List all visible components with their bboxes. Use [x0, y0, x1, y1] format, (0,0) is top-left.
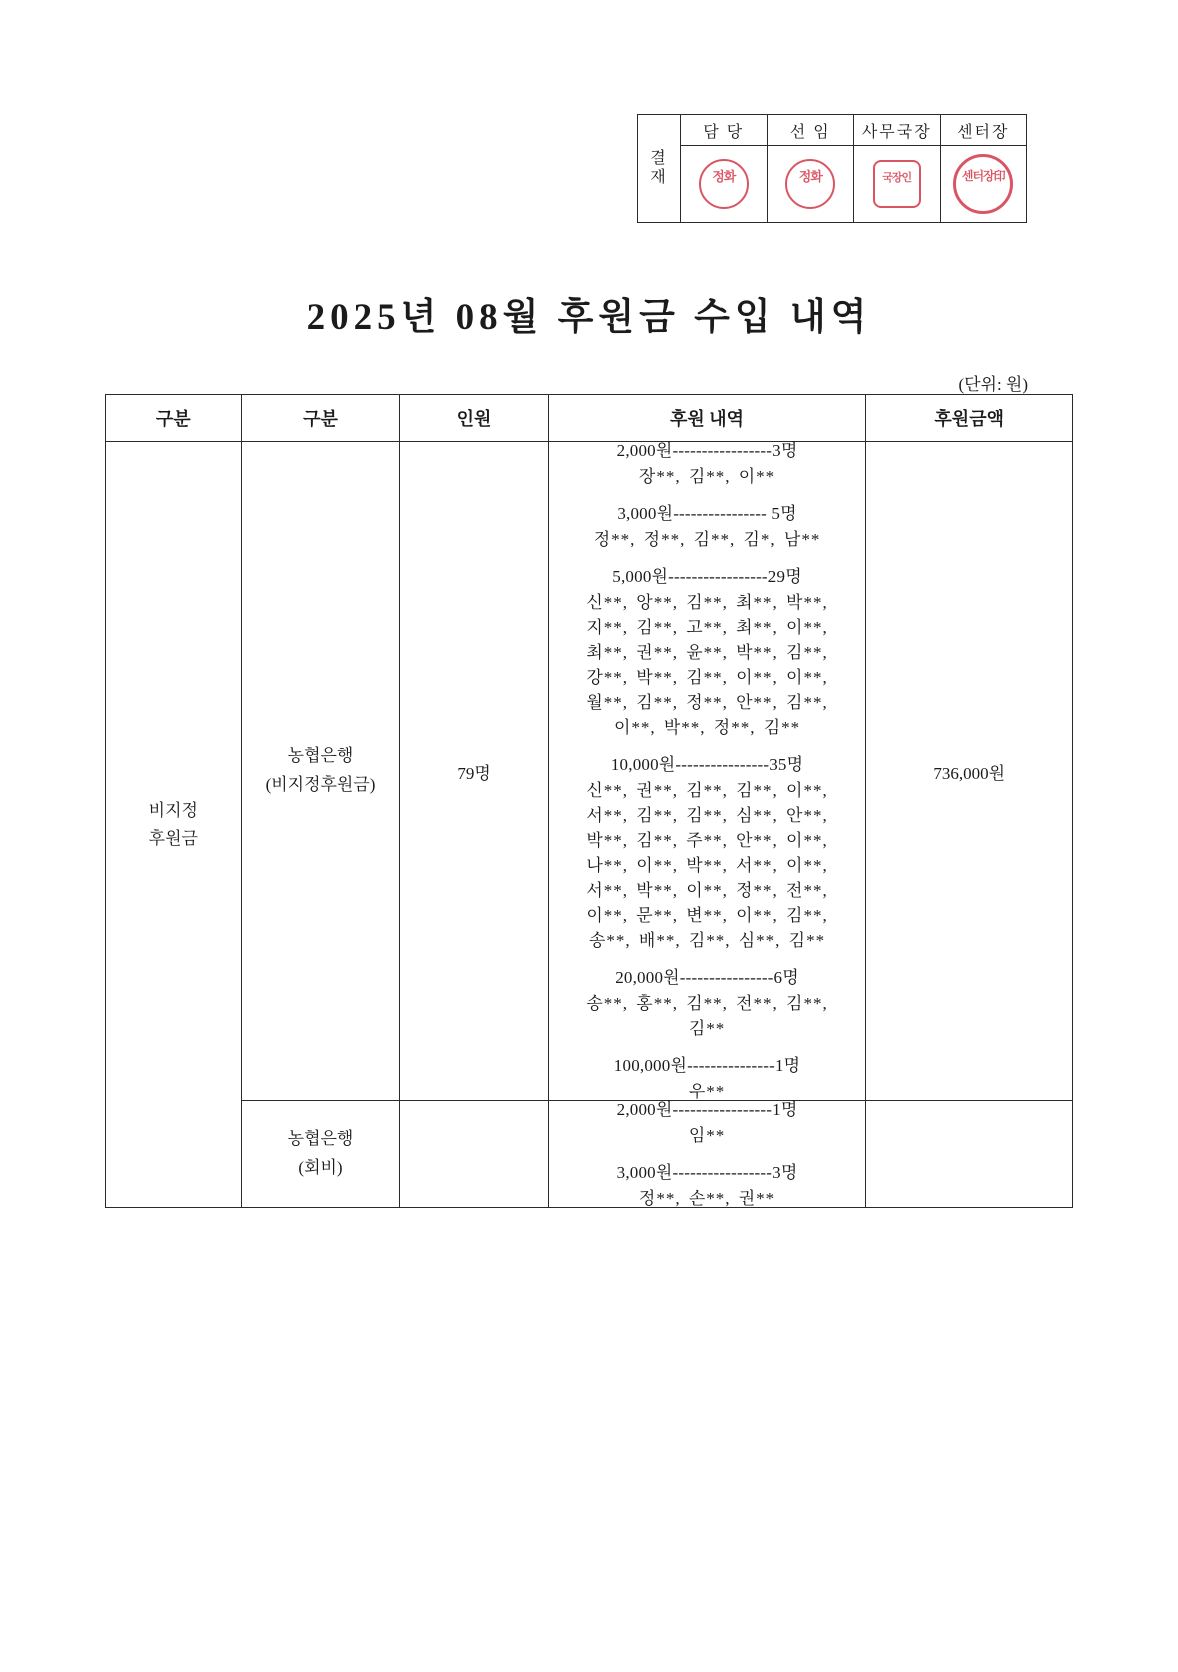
subcategory-line1: 농협은행 [287, 1129, 354, 1149]
seal-icon-damdang: 정화 [699, 159, 749, 209]
donor-names-line: 정**, 손**, 권** [638, 1189, 776, 1208]
donor-names-line: 임** [688, 1126, 726, 1145]
donor-names-line: 신**, 권**, 김**, 김**, 이**, [586, 781, 828, 800]
donation-block [549, 1164, 866, 1207]
unit-note: (단위: 원) [958, 375, 1028, 394]
table-row [106, 442, 1073, 1101]
donation-amount-line: 2,000원-----------------3명 [616, 441, 798, 460]
donation-amount-line: 10,000원----------------35명 [610, 755, 804, 774]
approval-seal-cell-centerjang [940, 146, 1027, 223]
column-header-subcategory: 구분 [241, 395, 400, 442]
cell-amount-row2 [866, 1101, 1073, 1208]
donor-names-line: 이**, 문**, 변**, 이**, 김**, [586, 906, 828, 925]
seal-icon-seonim: 정화 [785, 159, 835, 209]
donation-amount-line: 20,000원----------------6명 [615, 968, 799, 987]
donation-block [549, 442, 866, 485]
donation-amount-line: 100,000원---------------1명 [613, 1056, 801, 1075]
column-header-category: 구분 [106, 395, 242, 442]
subcategory-line1: 농협은행 [287, 746, 354, 766]
donor-names-line: 지**, 김**, 고**, 최**, 이**, [586, 618, 828, 637]
cell-subcategory-nh-undesignated [241, 442, 400, 1101]
column-header-amount: 후원금액 [866, 395, 1073, 442]
approval-stamp-box [637, 114, 1027, 223]
table-header-row [106, 395, 1073, 442]
donation-amount-line: 5,000원-----------------29명 [612, 567, 802, 586]
approval-title-centerjang: 센터장 [940, 115, 1027, 146]
donor-names-line: 월**, 김**, 정**, 안**, 김**, [586, 693, 828, 712]
column-header-details: 후원 내역 [548, 395, 866, 442]
donor-names-line: 송**, 홍**, 김**, 전**, 김**, [586, 994, 828, 1013]
approval-seal-row [638, 146, 1027, 223]
donor-names-line: 우** [688, 1082, 726, 1101]
donor-names-line: 정**, 정**, 김**, 김*, 남** [593, 530, 821, 549]
table-row [106, 1101, 1073, 1208]
approval-seal-cell-damdang [681, 146, 768, 223]
donor-names-line: 서**, 김**, 김**, 심**, 안**, [586, 806, 828, 825]
donation-block [549, 568, 866, 736]
approval-title-damdang: 담 당 [681, 115, 768, 146]
donor-names-line: 강**, 박**, 김**, 이**, 이**, [586, 668, 828, 687]
donation-table [105, 394, 1073, 1208]
cell-details-row1 [548, 442, 866, 1101]
donation-block [549, 1101, 866, 1144]
approval-seal-cell-seonim [767, 146, 854, 223]
approval-title-samugukjang: 사무국장 [854, 115, 941, 146]
subcategory-line2: (비지정후원금) [265, 775, 376, 794]
donation-block [549, 756, 866, 949]
donation-block [549, 505, 866, 548]
approval-table [637, 114, 1027, 223]
approval-header-row [638, 115, 1027, 146]
donor-names-line: 이**, 박**, 정**, 김** [613, 718, 801, 737]
approval-label-line1: 결 [650, 150, 668, 168]
donor-names-line: 김** [688, 1019, 726, 1038]
donor-names-line: 최**, 권**, 윤**, 박**, 김**, [586, 643, 828, 662]
seal-icon-samugukjang: 국장인 [873, 160, 921, 208]
seal-icon-centerjang: 센터장印 [953, 154, 1013, 214]
donor-names-line: 서**, 박**, 이**, 정**, 전**, [586, 881, 828, 900]
donation-amount-line: 3,000원---------------- 5명 [617, 504, 797, 523]
cell-count-row2 [400, 1101, 548, 1208]
cell-subcategory-nh-membership [241, 1101, 400, 1208]
donor-names-line: 나**, 이**, 박**, 서**, 이**, [586, 856, 828, 875]
column-header-count: 인원 [400, 395, 548, 442]
donation-amount-line: 3,000원-----------------3명 [616, 1163, 798, 1182]
cell-details-row2 [548, 1101, 866, 1208]
approval-title-seonim: 선 임 [767, 115, 854, 146]
category-line2: 후원금 [148, 828, 198, 848]
page-title: 2025년 08월 후원금 수입 내역 [306, 297, 872, 338]
donation-block [549, 969, 866, 1037]
donation-table-wrap [105, 394, 1073, 1208]
donor-names-line: 장**, 김**, 이** [638, 467, 776, 486]
cell-count-row1: 79명 [400, 442, 548, 1101]
donor-names-line: 신**, 앙**, 김**, 최**, 박**, [586, 593, 828, 612]
donation-amount-line: 2,000원-----------------1명 [616, 1100, 798, 1119]
cell-amount-row1: 736,000원 [866, 442, 1073, 1101]
cell-category-undesignated [106, 442, 242, 1208]
donor-names-line: 박**, 김**, 주**, 안**, 이**, [586, 831, 828, 850]
approval-label-line2: 재 [650, 168, 668, 186]
donor-names-line: 송**, 배**, 김**, 심**, 김** [588, 931, 826, 950]
subcategory-line2: (회비) [298, 1158, 343, 1177]
approval-label [638, 115, 681, 223]
donation-block [549, 1057, 866, 1100]
approval-seal-cell-samugukjang [854, 146, 941, 223]
category-line1: 비지정 [148, 801, 198, 821]
